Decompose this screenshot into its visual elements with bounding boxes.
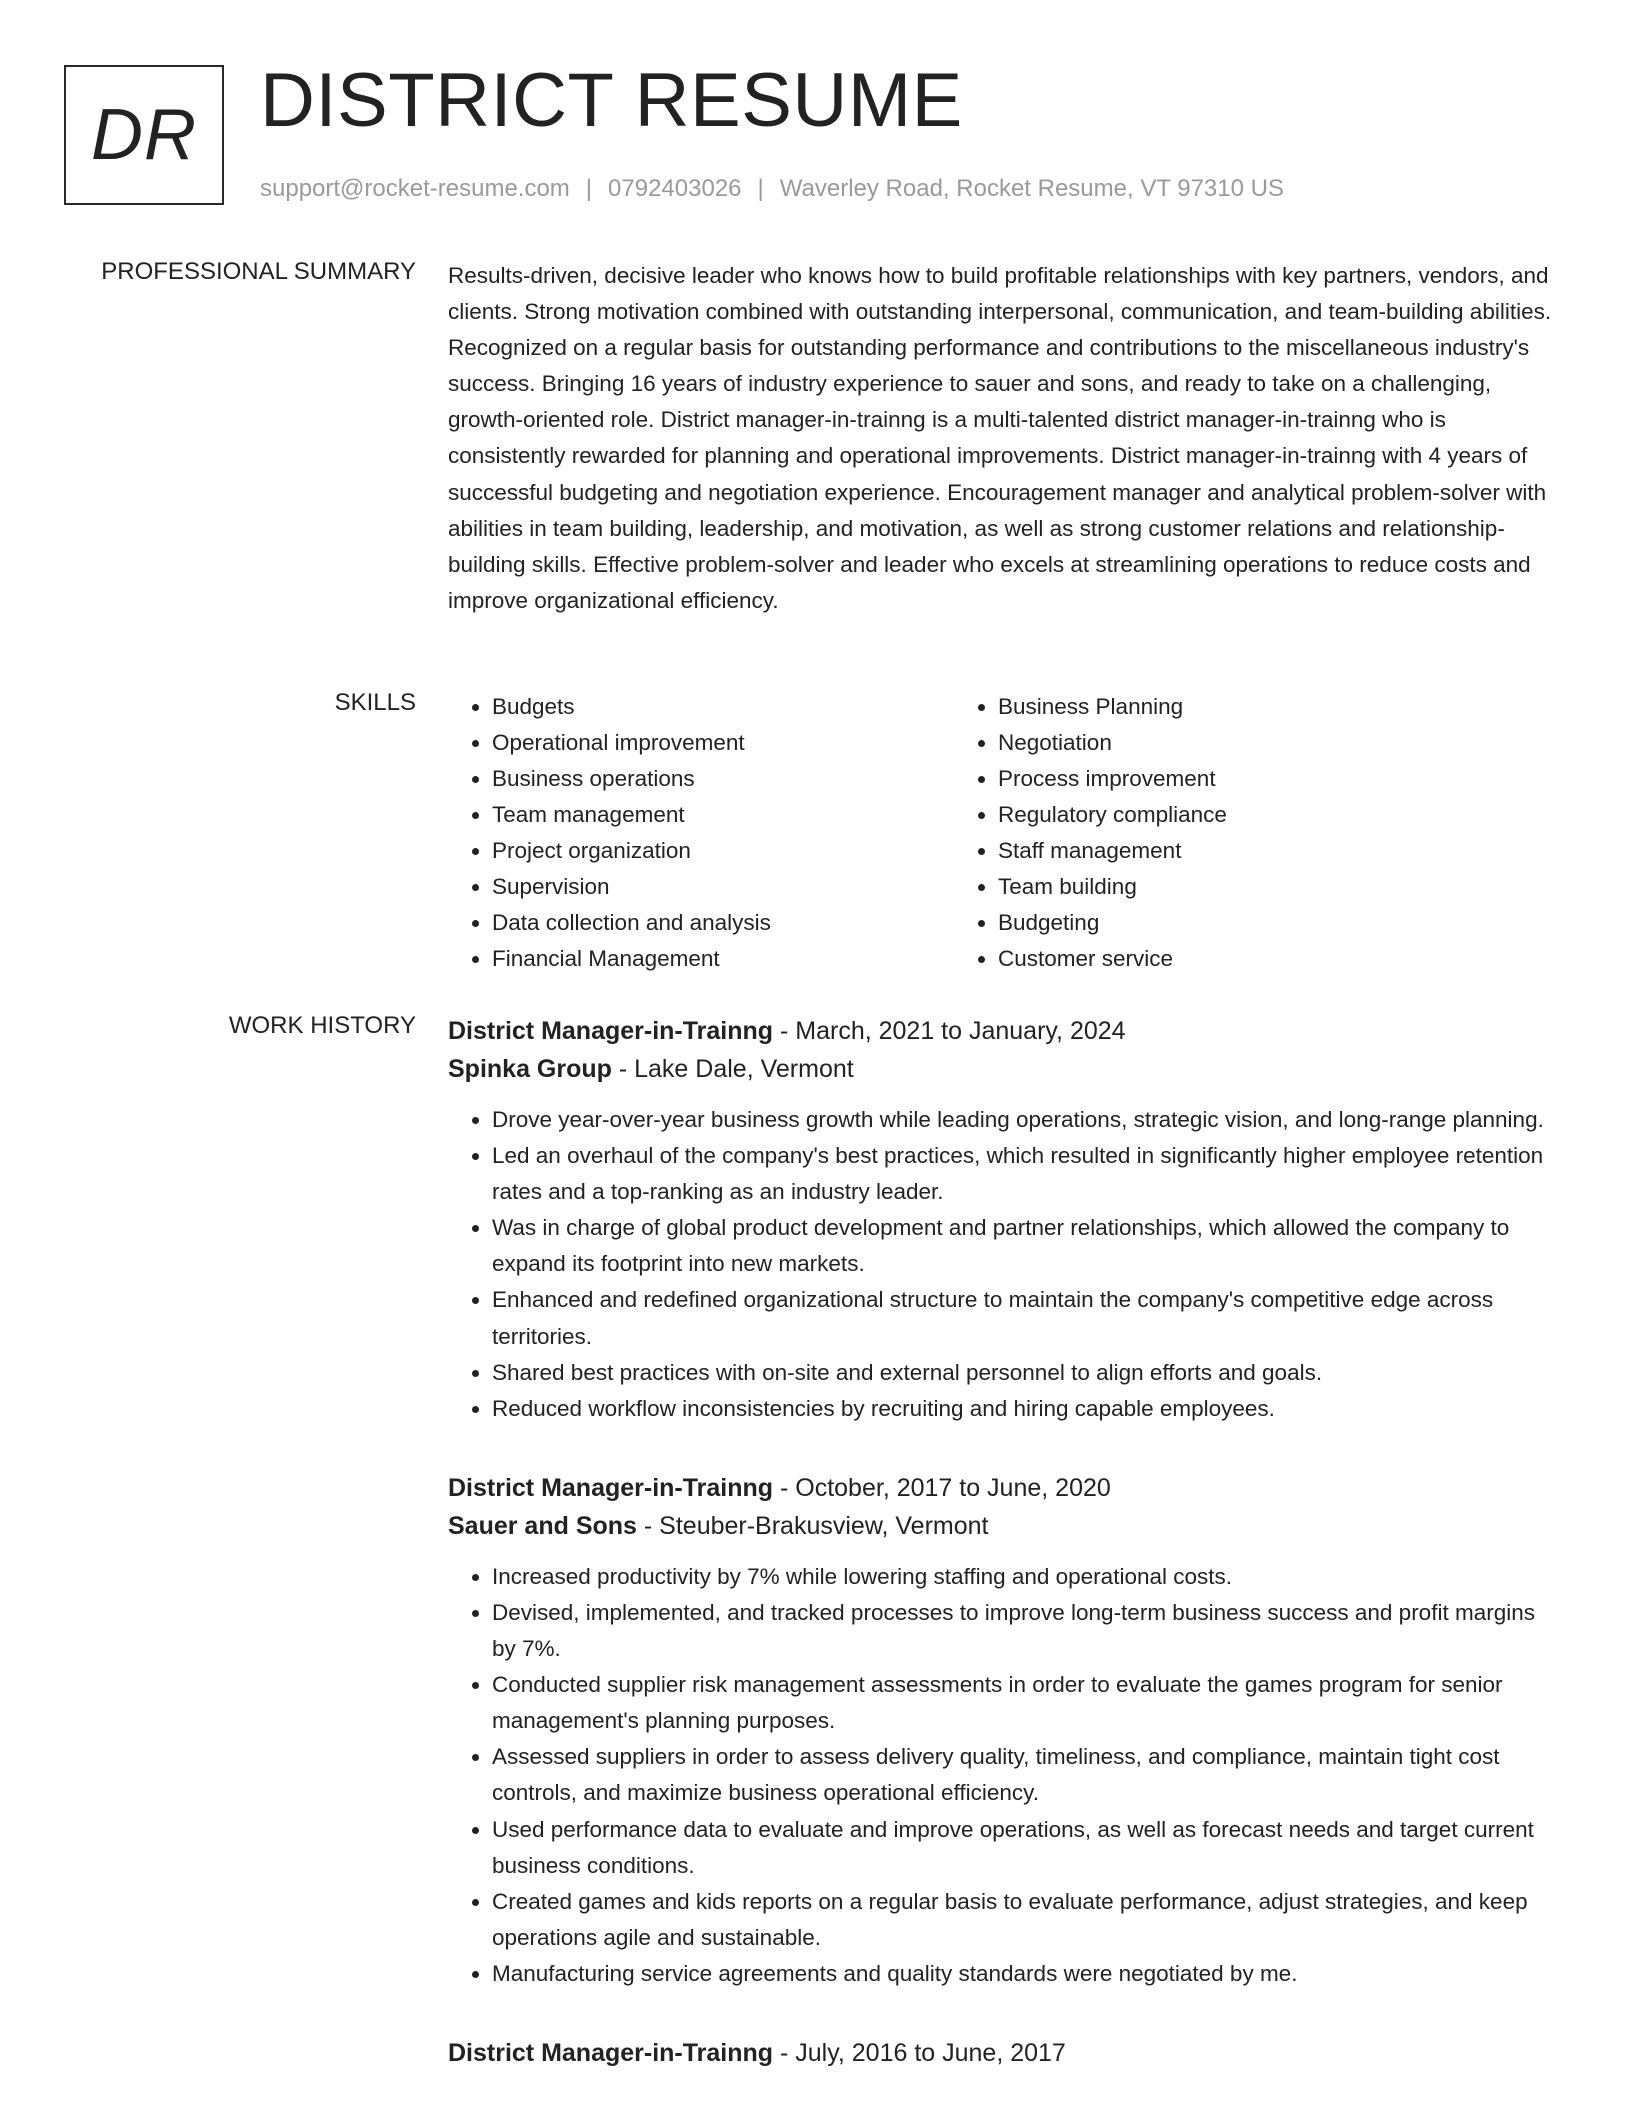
skill-item: • Staff management <box>998 833 1460 869</box>
job-dates: - July, 2016 to June, 2017 <box>773 2038 1066 2067</box>
job-entry <box>448 1469 1558 1992</box>
job-bullet: • Devised, implemented, and tracked processes to improve long-term business success and profit margins by 7%. <box>492 1595 1558 1667</box>
job-dates: - March, 2021 to January, 2024 <box>773 1017 1126 1045</box>
contact-separator: | <box>757 175 764 202</box>
job-bullet: • Created games and kids reports on a regular basis to evaluate performance, adjust strategies, and keep operations agile and sustainable. <box>492 1884 1558 1956</box>
skill-item: • Regulatory compliance <box>998 797 1460 833</box>
skill-item: • Customer service <box>998 941 1460 977</box>
job-location: - Steuber-Brakusview, Vermont <box>636 1511 989 1540</box>
job-company: Spinka Group <box>448 1055 612 1083</box>
job-bullet: • Drove year-over-year business growth while leading operations, strategic vision, and long-range planning. <box>492 1102 1558 1138</box>
job-bullets <box>448 1102 1558 1427</box>
job-bullet: • Was in charge of global product development and partner relationships, which allowed the company to expand its footprint into new markets. <box>492 1210 1558 1282</box>
job-bullet: • Used performance data to evaluate and improve operations, as well as forecast needs and target current business conditions. <box>492 1812 1558 1884</box>
job-bullet: • Manufacturing service agreements and quality standards were negotiated by me. <box>492 1956 1558 1992</box>
skill-item: • Team building <box>998 869 1460 905</box>
contact-line <box>260 175 1284 203</box>
section-title-work-history: WORK HISTORY <box>228 1012 416 1039</box>
contact-phone: 0792403026 <box>608 175 742 202</box>
skill-item: • Operational improvement <box>492 725 954 761</box>
job-bullet: • Shared best practices with on-site and external personnel to align efforts and goals. <box>492 1355 1558 1391</box>
job-role: District Manager-in-Trainng <box>448 2038 774 2067</box>
job-company-line <box>448 1507 1558 1545</box>
skill-item: • Project organization <box>492 833 954 869</box>
job-title-line <box>448 2034 1558 2072</box>
monogram-logo: DR <box>64 65 224 205</box>
section-title-skills: SKILLS <box>334 689 416 716</box>
skill-item: • Financial Management <box>492 941 954 977</box>
summary-text: Results-driven, decisive leader who knows how to build profitable relationships with key partners, vendors, and clients. Strong motivation combined with outstanding interpersonal, communication, and team-building abilities. Recognized on a regular basis for outstanding performance and contributions to the miscellaneous industry's success. Bringing 16 years of industry experience to sauer and sons, and ready to take on a challenging, growth-oriented role. District manager-in-trainng is a multi-talented district manager-in-trainng who is consistently rewarded for planning and operational improvements. District manager-in-trainng with 4 years of successful budgeting and negotiation experience. Encouragement manager and analytical problem-solver with abilities in team building, leadership, and motivation, as well as strong customer relations and relationship-building skills. Effective problem-solver and leader who excels at streamlining operations to reduce costs and improve organizational efficiency. <box>448 263 1552 613</box>
job-bullet: • Reduced workflow inconsistencies by recruiting and hiring capable employees. <box>492 1391 1558 1427</box>
skill-item: • Budgeting <box>998 905 1460 941</box>
job-role: District Manager-in-Trainng <box>448 1473 774 1502</box>
section-title-summary: PROFESSIONAL SUMMARY <box>101 258 416 285</box>
job-bullet: • Increased productivity by 7% while lowering staffing and operational costs. <box>492 1559 1558 1595</box>
job-bullet: • Conducted supplier risk management assessments in order to evaluate the games program for senior management's planning purposes. <box>492 1667 1558 1739</box>
job-role: District Manager-in-Trainng <box>448 1017 774 1045</box>
skill-item: • Process improvement <box>998 761 1460 797</box>
job-entry <box>448 2034 1558 2072</box>
contact-separator: | <box>585 175 593 202</box>
job-title-line <box>448 1012 1558 1050</box>
skills-list-right <box>954 689 1460 977</box>
skill-item: • Budgets <box>492 689 954 725</box>
skill-item: • Business Planning <box>998 689 1460 725</box>
skill-item: • Business operations <box>492 761 954 797</box>
job-location: - Lake Dale, Vermont <box>611 1055 854 1083</box>
skill-item: • Team management <box>492 797 954 833</box>
job-bullet: • Led an overhaul of the company's best practices, which resulted in significantly higher employee retention rates and a top-ranking as an industry leader. <box>492 1138 1558 1210</box>
skill-item: • Supervision <box>492 869 954 905</box>
candidate-name: DISTRICT RESUME <box>260 58 963 143</box>
job-entry <box>448 1012 1558 1427</box>
skill-item: • Data collection and analysis <box>492 905 954 941</box>
contact-email: support@rocket-resume.com <box>260 175 570 202</box>
job-dates: - October, 2017 to June, 2020 <box>773 1473 1111 1502</box>
job-bullets <box>448 1559 1558 1992</box>
job-company: Sauer and Sons <box>448 1511 637 1540</box>
job-company-line <box>448 1050 1558 1088</box>
skill-item: • Negotiation <box>998 725 1460 761</box>
skills-list-left <box>448 689 954 977</box>
job-title-line <box>448 1469 1558 1507</box>
job-bullet: • Assessed suppliers in order to assess delivery quality, timeliness, and compliance, maintain tight cost controls, and maximize business operational efficiency. <box>492 1739 1558 1811</box>
job-bullet: • Enhanced and redefined organizational structure to maintain the company's competitive edge across territories. <box>492 1282 1558 1354</box>
contact-address: Waverley Road, Rocket Resume, VT 97310 US <box>779 175 1284 202</box>
resume-header <box>64 58 1564 215</box>
